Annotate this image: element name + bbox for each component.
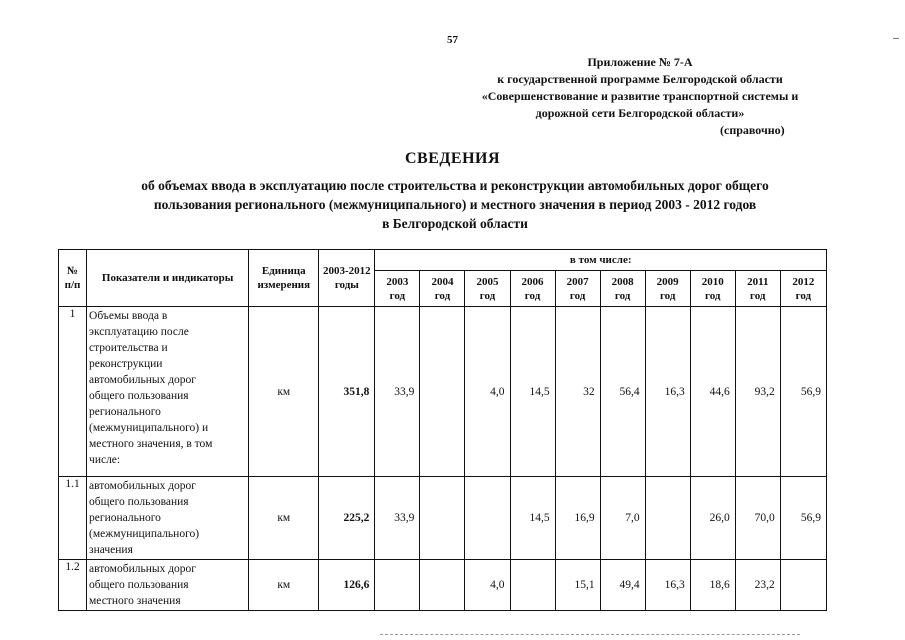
header-year-label: год <box>569 289 586 302</box>
header-year-2009 <box>645 271 690 307</box>
row-value-2008: 7,0 <box>600 477 645 560</box>
row-value-2010: 18,6 <box>690 560 735 611</box>
row-value-2009 <box>645 477 690 560</box>
header-year-label: год <box>479 289 496 302</box>
row-index: 1.1 <box>59 477 87 560</box>
header-year-2003 <box>375 271 420 307</box>
indicator-name-line: эксплуатацию после <box>89 326 189 338</box>
header-year-label: год <box>389 289 406 302</box>
header-year-number: 2008 <box>611 275 634 288</box>
subtitle-line-3: в Белгородской области <box>382 216 528 231</box>
header-year-number: 2005 <box>476 275 499 288</box>
row-index: 1.2 <box>59 560 87 611</box>
scan-bottom-rule <box>380 634 800 636</box>
page-number: 57 <box>447 34 458 46</box>
appendix-line-3: «Совершенствование и развитие транспортной системы и <box>481 89 799 103</box>
indicator-name-line: местного значения, в том <box>89 438 213 450</box>
row-value-2005 <box>465 477 510 560</box>
row-value-2011: 23,2 <box>735 560 780 611</box>
row-total: 126,6 <box>319 560 375 611</box>
row-indicator-name <box>87 560 249 611</box>
row-value-2012 <box>780 560 826 611</box>
row-value-2005: 4,0 <box>465 560 510 611</box>
header-year-label: год <box>434 289 451 302</box>
indicator-name-line: общего пользования <box>89 496 189 508</box>
header-year-number: 2011 <box>747 275 769 288</box>
header-indicators: Показатели и индикаторы <box>87 250 249 307</box>
indicator-name-line: автомобильных дорог <box>89 563 197 575</box>
row-value-2004 <box>420 560 465 611</box>
table-row <box>59 477 827 560</box>
row-value-2005: 4,0 <box>465 307 510 477</box>
indicator-name-line: реконструкции <box>89 358 163 370</box>
header-year-label: год <box>659 289 676 302</box>
header-year-number: 2006 <box>521 275 544 288</box>
row-value-2009: 16,3 <box>645 307 690 477</box>
row-value-2008: 49,4 <box>600 560 645 611</box>
row-value-2010: 26,0 <box>690 477 735 560</box>
row-value-2012: 56,9 <box>780 307 826 477</box>
header-year-number: 2007 <box>566 275 589 288</box>
row-total: 351,8 <box>319 307 375 477</box>
header-year-2004 <box>420 271 465 307</box>
indicator-name-line: автомобильных дорог <box>89 374 197 386</box>
header-including: в том числе: <box>375 250 827 271</box>
row-value-2007: 32 <box>555 307 600 477</box>
appendix-line-2: к государственной программе Белгородской области <box>497 72 783 86</box>
appendix-header <box>440 54 840 122</box>
header-year-label: год <box>524 289 541 302</box>
row-value-2004 <box>420 307 465 477</box>
indicator-name-line: (межмуниципального) и <box>89 422 209 434</box>
header-year-number: 2009 <box>656 275 679 288</box>
row-value-2011: 70,0 <box>735 477 780 560</box>
row-value-2006: 14,5 <box>510 307 555 477</box>
row-value-2007: 15,1 <box>555 560 600 611</box>
indicator-name-line: значения <box>89 544 133 556</box>
header-year-2007 <box>555 271 600 307</box>
row-index: 1 <box>59 307 87 477</box>
indicator-name-line: регионального <box>89 406 161 418</box>
table-row <box>59 560 827 611</box>
document-subtitle <box>60 176 850 233</box>
indicator-name-line: автомобильных дорог <box>89 480 197 492</box>
header-year-number: 2003 <box>386 275 409 288</box>
row-unit: км <box>249 477 319 560</box>
table-row <box>59 307 827 477</box>
header-year-2010 <box>690 271 735 307</box>
header-year-number: 2012 <box>792 275 815 288</box>
indicator-name-line: Объемы ввода в <box>89 310 168 322</box>
row-value-2012: 56,9 <box>780 477 826 560</box>
row-value-2009: 16,3 <box>645 560 690 611</box>
row-value-2003: 33,9 <box>375 307 420 477</box>
indicator-name-line: (межмуниципального) <box>89 528 200 540</box>
header-year-2011 <box>735 271 780 307</box>
row-unit: км <box>249 560 319 611</box>
header-year-2008 <box>600 271 645 307</box>
row-value-2008: 56,4 <box>600 307 645 477</box>
row-value-2011: 93,2 <box>735 307 780 477</box>
header-year-2012 <box>780 271 826 307</box>
header-year-label: год <box>614 289 631 302</box>
header-year-label: год <box>750 289 766 302</box>
row-indicator-name <box>87 307 249 477</box>
row-value-2007: 16,9 <box>555 477 600 560</box>
row-value-2003 <box>375 560 420 611</box>
row-value-2006: 14,5 <box>510 477 555 560</box>
row-total: 225,2 <box>319 477 375 560</box>
indicator-name-line: регионального <box>89 512 161 524</box>
row-value-2010: 44,6 <box>690 307 735 477</box>
header-year-label: год <box>704 289 721 302</box>
indicator-name-line: общего пользования <box>89 390 189 402</box>
header-index: № п/п <box>59 250 87 307</box>
header-year-number: 2010 <box>701 275 724 288</box>
header-year-2005 <box>465 271 510 307</box>
reference-note: (справочно) <box>720 123 785 137</box>
subtitle-line-1: об объемах ввода в эксплуатацию после строительства и реконструкции автомобильных дорог общего <box>141 178 769 193</box>
row-indicator-name <box>87 477 249 560</box>
header-year-number: 2004 <box>431 275 454 288</box>
indicator-name-line: строительства и <box>89 342 168 354</box>
indicator-name-line: числе: <box>89 454 121 466</box>
document-title: СВЕДЕНИЯ <box>404 150 501 167</box>
header-unit: Единица измерения <box>249 250 319 307</box>
indicator-name-line: местного значения <box>89 595 181 607</box>
header-total: 2003-2012 годы <box>319 250 375 307</box>
appendix-line-1: Приложение № 7-А <box>587 55 693 69</box>
header-year-2006 <box>510 271 555 307</box>
indicator-name-line: общего пользования <box>89 579 189 591</box>
row-value-2003: 33,9 <box>375 477 420 560</box>
row-unit: км <box>249 307 319 477</box>
subtitle-line-2: пользования регионального (межмуниципального) и местного значения в период 2003 - 2012 годов <box>153 197 757 212</box>
data-table <box>58 249 827 611</box>
row-value-2006 <box>510 560 555 611</box>
appendix-line-4: дорожной сети Белгородской области» <box>535 106 745 120</box>
row-value-2004 <box>420 477 465 560</box>
header-year-label: год <box>795 289 812 302</box>
